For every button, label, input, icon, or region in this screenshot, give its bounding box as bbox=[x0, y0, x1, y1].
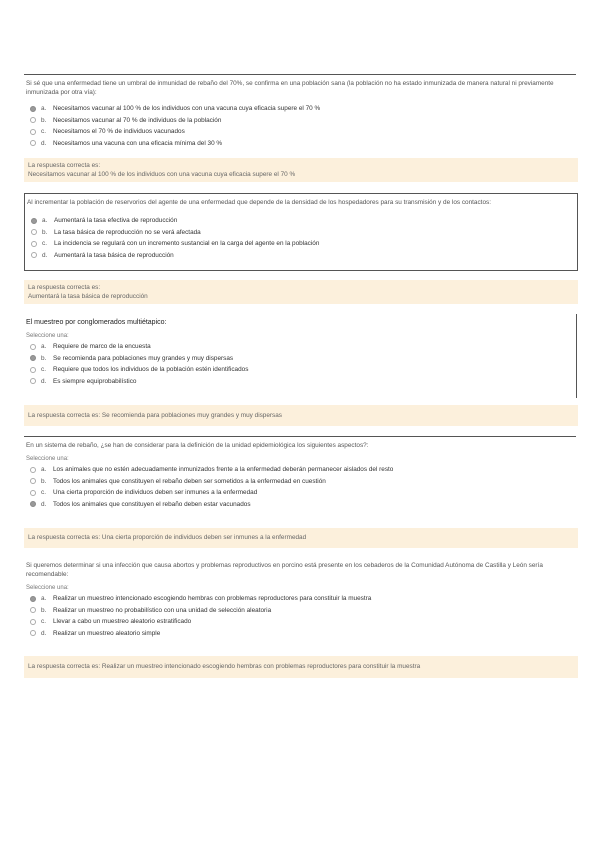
option-c[interactable]: c. Una cierta proporción de individuos deben ser inmunes a la enfermedad bbox=[30, 487, 576, 499]
radio-icon[interactable] bbox=[30, 344, 36, 350]
radio-icon[interactable] bbox=[31, 229, 37, 235]
option-d[interactable]: d. Es siempre equiprobabilístico bbox=[30, 376, 576, 388]
radio-selected-icon[interactable] bbox=[30, 355, 36, 361]
feedback-box bbox=[24, 158, 578, 182]
feedback-box bbox=[24, 280, 578, 304]
question-block bbox=[24, 193, 578, 271]
radio-icon[interactable] bbox=[30, 478, 36, 484]
radio-selected-icon[interactable] bbox=[30, 106, 36, 112]
option-a[interactable]: a. Realizar un muestreo intencionado escogiendo hembras con problemas reproductores para constituir la muestra bbox=[30, 593, 576, 605]
select-label: Seleccione una: bbox=[26, 585, 69, 591]
radio-icon[interactable] bbox=[30, 630, 36, 636]
radio-icon[interactable] bbox=[31, 241, 37, 247]
question-text: Si sé que una enfermedad tiene un umbral de inmunidad de rebaño del 70%, se confirma en una población sana (la población no ha estado inmunizada de manera natural ni previamente inmunizada por otra vía): bbox=[26, 80, 554, 96]
feedback-box bbox=[24, 656, 578, 678]
radio-icon[interactable] bbox=[30, 607, 36, 613]
radio-icon[interactable] bbox=[30, 140, 36, 146]
radio-icon[interactable] bbox=[30, 619, 36, 625]
question-block bbox=[24, 436, 576, 510]
option-b[interactable]: b. Necesitamos vacunar al 70 % de individuos de la población bbox=[30, 115, 576, 127]
option-d[interactable]: d. Realizar un muestreo aleatorio simple bbox=[30, 628, 576, 640]
options-list bbox=[24, 103, 576, 149]
option-b[interactable]: b. La tasa básica de reproducción no se verá afectada bbox=[31, 227, 577, 239]
feedback-text: La respuesta correcta es: Se recomienda para poblaciones muy grandes y muy dispersas bbox=[28, 412, 282, 419]
option-b[interactable]: b. Realizar un muestreo no probabilístico con una unidad de selección aleatoria bbox=[30, 605, 576, 617]
select-label: Seleccione una: bbox=[26, 333, 69, 339]
feedback-text: La respuesta correcta es: Una cierta proporción de individuos deben ser inmunes a la enfermedad bbox=[28, 534, 307, 541]
option-b[interactable]: b. Se recomienda para poblaciones muy grandes y muy dispersas bbox=[30, 353, 576, 365]
radio-selected-icon[interactable] bbox=[31, 218, 37, 224]
question-text: Si queremos determinar si una infección que causa abortos y problemas reproductivos en porcino está presente en los cebaderos de la Comunidad Autónoma de Castilla y León sería recomendable: bbox=[26, 562, 543, 578]
option-a[interactable]: a. Los animales que no estén adecuadamente inmunizados frente a la enfermedad deberán permanecer aislados del resto bbox=[30, 464, 576, 476]
option-a[interactable]: a. Requiere de marco de la encuesta bbox=[30, 341, 576, 353]
options-list bbox=[24, 464, 576, 510]
question-text: En un sistema de rebaño, ¿se han de considerar para la definición de la unidad epidemiológica los siguientes aspectos?: bbox=[26, 442, 369, 449]
radio-selected-icon[interactable] bbox=[30, 596, 36, 602]
option-c[interactable]: c. Llevar a cabo un muestreo aleatorio estratificado bbox=[30, 616, 576, 628]
options-list bbox=[25, 215, 577, 261]
radio-icon[interactable] bbox=[30, 129, 36, 135]
radio-icon[interactable] bbox=[30, 117, 36, 123]
option-a[interactable]: a. Necesitamos vacunar al 100 % de los individuos con una vacuna cuya eficacia supere el 70 % bbox=[30, 103, 576, 115]
question-text: Al incrementar la población de reservorios del agente de una enfermedad que depende de la densidad de los hospedadores para su transmisión y de los contactos: bbox=[27, 199, 491, 206]
feedback-text: Necesitamos vacunar al 100 % de los individuos con una vacuna cuya eficacia supere el 70 % bbox=[28, 171, 296, 178]
feedback-text: La respuesta correcta es: Realizar un muestreo intencionado escogiendo hembras con problemas reproductores para constituir la muestra bbox=[28, 663, 421, 670]
radio-icon[interactable] bbox=[30, 467, 36, 473]
option-c[interactable]: c. La incidencia se regulará con un incremento sustancial en la carga del agente en la población bbox=[31, 238, 577, 250]
feedback-box bbox=[24, 405, 578, 426]
feedback-box bbox=[24, 528, 578, 548]
options-list bbox=[24, 341, 576, 387]
radio-icon[interactable] bbox=[30, 378, 36, 384]
option-c[interactable]: c. Requiere que todos los individuos de la población estén identificados bbox=[30, 364, 576, 376]
radio-icon[interactable] bbox=[30, 490, 36, 496]
feedback-label: La respuesta correcta es: bbox=[28, 162, 101, 169]
option-b[interactable]: b. Todos los animales que constituyen el rebaño deben ser sometidos a la enfermedad en cuestión bbox=[30, 476, 576, 488]
radio-icon[interactable] bbox=[30, 367, 36, 373]
feedback-label: La respuesta correcta es: bbox=[28, 284, 101, 291]
question-text: El muestreo por conglomerados multiétapico: bbox=[26, 319, 167, 326]
feedback-text: Aumentará la tasa básica de reproducción bbox=[28, 293, 148, 300]
options-list bbox=[24, 593, 576, 639]
option-d[interactable]: d. Aumentará la tasa básica de reproducción bbox=[31, 250, 577, 262]
option-c[interactable]: c. Necesitamos el 70 % de individuos vacunados bbox=[30, 126, 576, 138]
radio-selected-icon[interactable] bbox=[30, 501, 36, 507]
question-block bbox=[24, 314, 577, 398]
question-block bbox=[24, 557, 576, 639]
option-d[interactable]: d. Necesitamos una vacuna con una eficacia mínima del 30 % bbox=[30, 138, 576, 150]
question-block bbox=[24, 74, 576, 149]
option-a[interactable]: a. Aumentará la tasa efectiva de reproducción bbox=[31, 215, 577, 227]
option-d[interactable]: d. Todos los animales que constituyen el rebaño deben estar vacunados bbox=[30, 499, 576, 511]
select-label: Seleccione una: bbox=[26, 456, 69, 462]
radio-icon[interactable] bbox=[31, 252, 37, 258]
